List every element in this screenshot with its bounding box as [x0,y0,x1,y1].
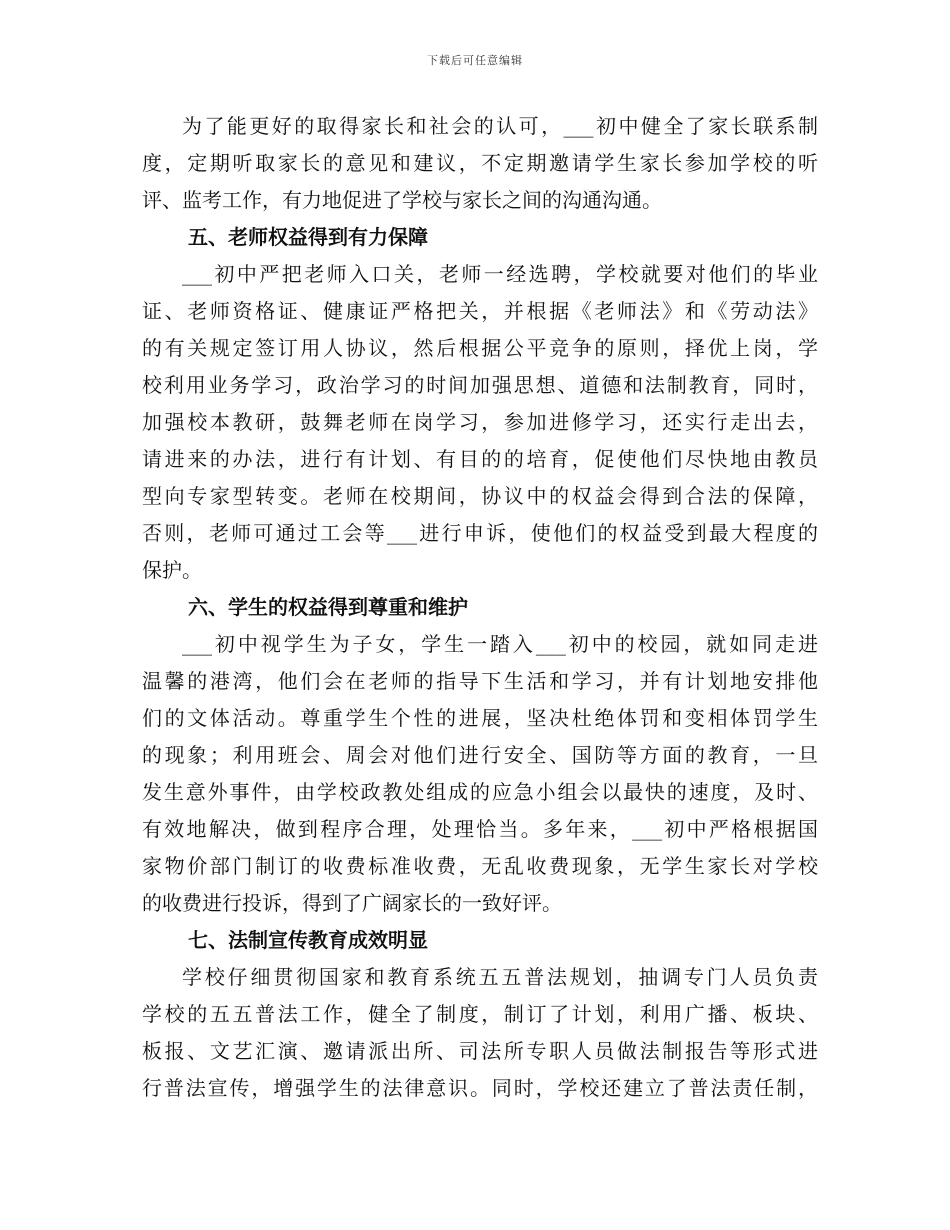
paragraph-line: ___初中严把老师入口关，老师一经选聘，学校就要对他们的毕业 [182,262,818,286]
paragraph-line: 温馨的港湾，他们会在老师的指导下生活和学习，并有计划地安排他 [142,669,818,693]
page-header: 下载后可任意编辑 [427,54,523,67]
paragraph-line: 为了能更好的取得家长和社会的认可，___初中健全了家长联系制 [182,114,818,138]
paragraph-line: 的收费进行投诉，得到了广阔家长的一致好评。 [142,891,562,915]
section-heading: 五、老师权益得到有力保障 [188,225,428,249]
paragraph-line: 发生意外事件，由学校政教处组成的应急小组会以最快的速度，及时、 [142,780,818,804]
paragraph-line: 板报、文艺汇演、邀请派出所、司法所专职人员做法制报告等形式进 [142,1039,818,1063]
document-body [142,108,818,1107]
paragraph-line: 请进来的办法，进行有计划、有目的的培育，促使他们尽快地由教员 [142,447,818,471]
paragraph-line: 证、老师资格证、健康证严格把关，并根据《老师法》和《劳动法》 [142,299,818,323]
paragraph-line: 的有关规定签订用人协议，然后根据公平竞争的原则，择优上岗，学 [142,336,818,360]
paragraph-line: 学校的五五普法工作，健全了制度，制订了计划，利用广播、板块、 [142,1002,818,1026]
paragraph-line: 校利用业务学习，政治学习的时间加强思想、道德和法制教育，同时， [142,373,818,397]
paragraph-line: 行普法宣传，增强学生的法律意识。同时，学校还建立了普法责任制， [142,1076,818,1100]
paragraph-line: 有效地解决，做到程序合理，处理恰当。多年来，___初中严格根据国 [142,817,818,841]
paragraph-line: 否则，老师可通过工会等___进行申诉，使他们的权益受到最大程度的 [142,521,818,545]
paragraph-line: 家物价部门制订的收费标准收费，无乱收费现象，无学生家长对学校 [142,854,818,878]
section-heading: 七、法制宣传教育成效明显 [188,928,428,952]
paragraph-line: 度，定期听取家长的意见和建议，不定期邀请学生家长参加学校的听 [142,151,818,175]
paragraph-line: 加强校本教研，鼓舞老师在岗学习，参加进修学习，还实行走出去， [142,410,818,434]
paragraph-line: 评、监考工作，有力地促进了学校与家长之间的沟通沟通。 [142,188,662,212]
paragraph-line: 型向专家型转变。老师在校期间，协议中的权益会得到合法的保障， [142,484,818,508]
paragraph-line: 们的文体活动。尊重学生个性的进展，坚决杜绝体罚和变相体罚学生 [142,706,818,730]
section-heading: 六、学生的权益得到尊重和维护 [188,595,468,619]
paragraph-line: 的现象；利用班会、周会对他们进行安全、国防等方面的教育，一旦 [142,743,818,767]
paragraph-line: ___初中视学生为子女，学生一踏入___初中的校园，就如同走进 [182,632,818,656]
paragraph-line: 保护。 [142,558,202,582]
paragraph-line: 学校仔细贯彻国家和教育系统五五普法规划，抽调专门人员负责 [182,965,818,989]
